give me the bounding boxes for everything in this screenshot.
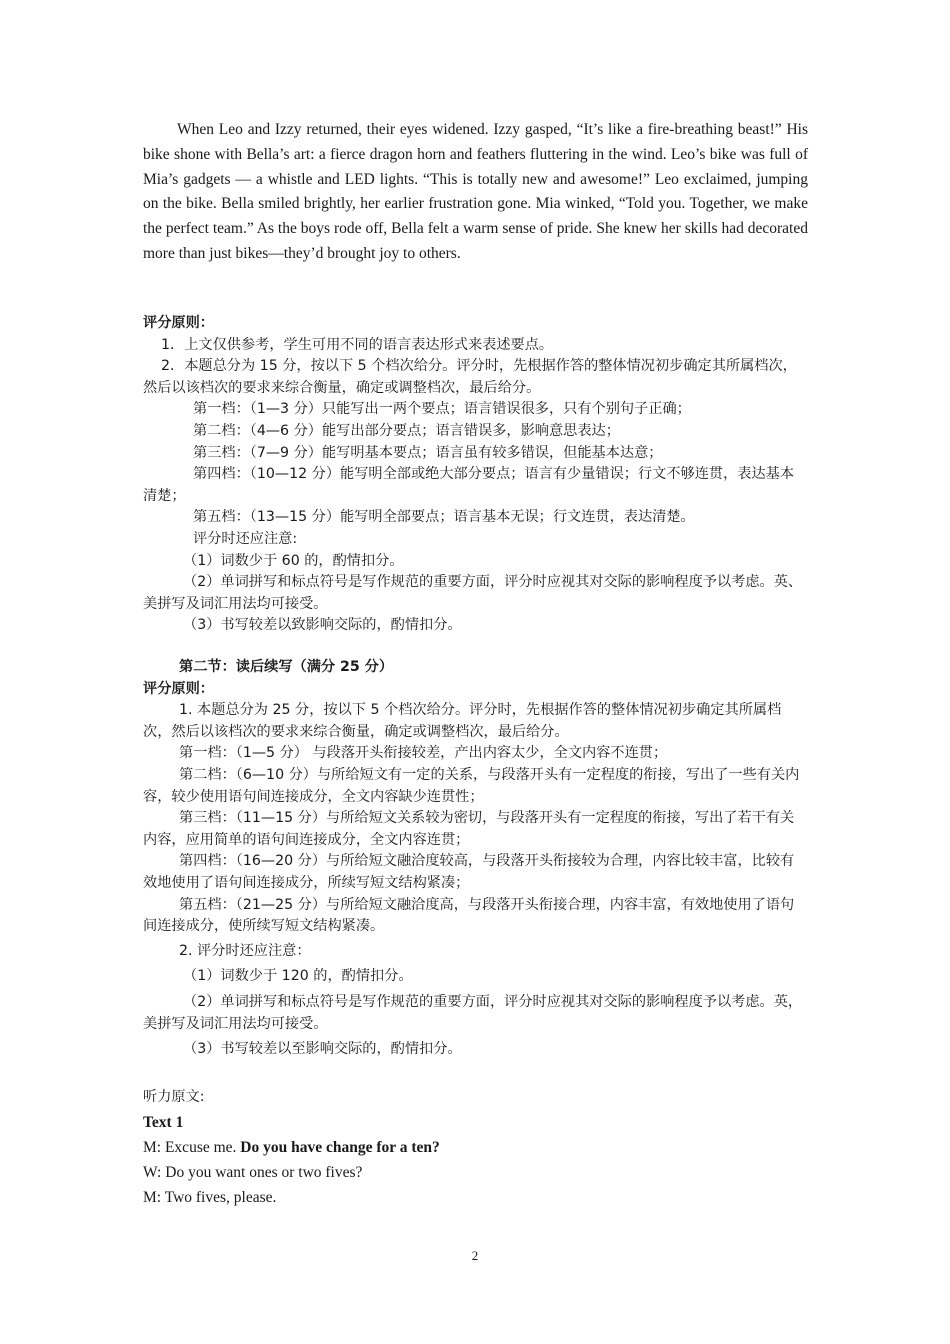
level-2: 第二档：（4—6 分）能写出部分要点；语言错误多，影响意思表达； (193, 422, 620, 439)
notes-heading-2: 2. 评分时还应注意： (179, 942, 311, 959)
speaker-label: M: (143, 1189, 165, 1206)
level-4: 第四档：（10—12 分）能写明全部或绝大部分要点；语言有少量错误；行文不够连贯，表达基本清楚； (143, 466, 795, 504)
dialogue-text: Excuse me. (164, 1139, 241, 1156)
level-5: 第五档：（13—15 分）能写明全部要点；语言基本无误；行文连贯，表达清楚。 (193, 509, 695, 526)
level-3: 第三档：（7—9 分）能写明基本要点；语言虽有较多错误，但能基本达意； (193, 444, 663, 461)
note-1b: （1）词数少于 120 的，酌情扣分。 (183, 968, 413, 985)
notes-heading: 评分时还应注意: (193, 530, 298, 547)
note-2: （2）单词拼写和标点符号是写作规范的重要方面，评分时应视其对交际的影响程度予以考虑。英、美拼写及词汇用法均可接受。 (143, 574, 803, 612)
level-2b: 第二档：（6—10 分）与所给短文有一定的关系，与段落开头有一定程度的衔接，写出了一些有关内容，较少使用语句间连接成分，全文内容缺少连贯性； (143, 766, 800, 805)
level-3b: 第三档：（11—15 分）与所给短文关系较为密切，与段落开头有一定程度的衔接，写出了若干有关内容，应用简单的语句间连接成分，全文内容连贯； (143, 810, 795, 848)
rule-1: 1．上文仅供参考，学生可用不同的语言表达形式来表述要点。 (161, 336, 554, 353)
dialogue-line (143, 1135, 808, 1160)
text-title: Text 1 (143, 1114, 184, 1131)
dialogue-line (143, 1160, 808, 1185)
dialogue-text: Two fives, please. (164, 1189, 277, 1206)
speaker-label: M: (143, 1139, 165, 1156)
note-3: （3）书写较差以致影响交际的，酌情扣分。 (183, 617, 462, 634)
level-1: 第一档：（1—3 分）只能写出一两个要点；语言错误很多，只有个别句子正确； (193, 401, 691, 418)
note-1: （1）词数少于 60 的，酌情扣分。 (183, 552, 404, 569)
note-3b: （3）书写较差以至影响交际的，酌情扣分。 (183, 1041, 462, 1058)
page-number: 2 (471, 1248, 479, 1263)
dialogue-bold-text: Do you have change for a ten? (240, 1139, 440, 1156)
story-paragraph: When Leo and Izzy returned, their eyes widened. Izzy gasped, “It’s like a fire-breathing beast!” His bike shone with Bella’s art: a fierce dragon horn and feathers fluttering in the wind. Leo’s bike was full of Mia’s gadgets — a whistle and LED lights. “This is totally new and awesome!” Leo exclaimed, jumping on the bike. Bella smiled brightly, her earlier frustration gone. Mia winked, “Told you. Together, we make the perfect team.” As the boys rode off, Bella felt a warm sense of pride. She knew her skills had decorated more than just bikes—they’d brought joy to others. (143, 121, 808, 262)
dialogue-line (143, 1185, 808, 1210)
scoring-heading: 评分原则： (143, 315, 214, 331)
continuation-writing-section (143, 657, 808, 1061)
level-1b: 第一档：（1—5 分） 与段落开头衔接较差，产出内容太少，全文内容不连贯； (179, 745, 668, 762)
rule-1b: 1. 本题总分为 25 分，按以下 5 个档次给分。评分时，先根据作答的整体情况初步确定其所属档次，然后以该档次的要求来综合衡量，确定或调整档次，最后给分。 (143, 702, 782, 740)
listening-transcript (143, 1085, 808, 1210)
story-continuation (143, 118, 808, 267)
writing-scoring-section (143, 313, 808, 637)
listening-heading: 听力原文: (143, 1089, 205, 1105)
speaker-label: W: (143, 1164, 166, 1181)
dialogue-text: Do you want ones or two fives? (165, 1164, 363, 1181)
note-2b: （2）单词拼写和标点符号是写作规范的重要方面，评分时应视其对交际的影响程度予以考虑。英，美拼写及词汇用法均可接受。 (143, 993, 803, 1032)
rule-2: 2．本题总分为 15 分，按以下 5 个档次给分。评分时，先根据作答的整体情况初步确定其所属档次，然后以该档次的要求来综合衡量，确定或调整档次，最后给分。 (143, 358, 797, 396)
level-5b: 第五档：（21—25 分）与所给短文融洽度高，与段落开头衔接合理，内容丰富，有效地使用了语句间连接成分，使所续写短文结构紧凑。 (143, 896, 795, 935)
level-4b: 第四档：（16—20 分）与所给短文融洽度较高，与段落开头衔接较为合理，内容比较丰富，比较有效地使用了语句间连接成分，所续写短文结构紧凑； (143, 853, 795, 891)
section-title: 第二节：读后续写（满分 25 分） (179, 659, 394, 675)
scoring-heading-2: 评分原则： (143, 680, 214, 697)
